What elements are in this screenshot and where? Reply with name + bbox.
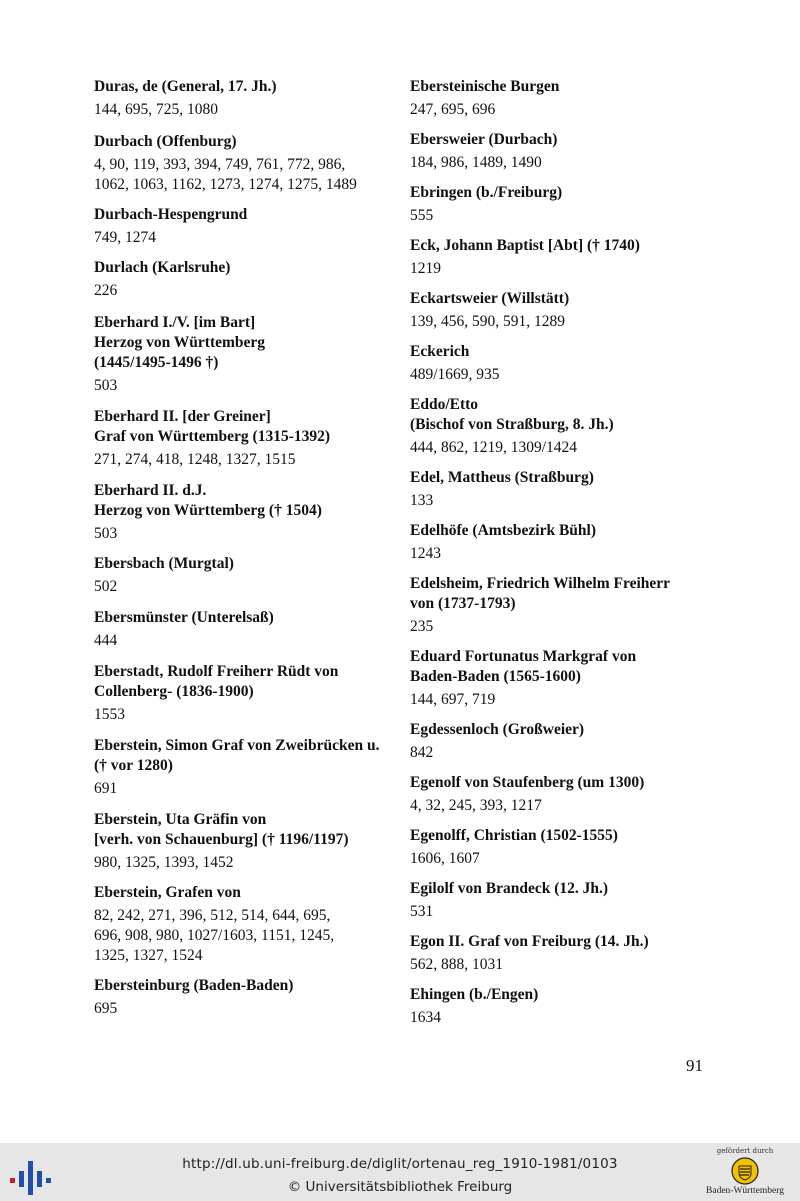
entry-references: 184, 986, 1489, 1490 (410, 154, 542, 171)
index-entry (94, 132, 394, 195)
entry-references: 842 (410, 744, 434, 761)
entry-references: 139, 456, 590, 591, 1289 (410, 313, 565, 330)
viewer-footer (0, 1143, 800, 1201)
copyright-notice: © Universitätsbibliothek Freiburg (287, 1179, 513, 1195)
index-entry (410, 183, 710, 226)
entry-references: 82, 242, 271, 396, 512, 514, 644, 695, 696, 908, 980, 1027/1603, 1151, 1245, 1325, 1327, 1524 (94, 907, 335, 964)
index-entry (94, 407, 394, 470)
entry-heading: Duras, de (General, 17. Jh.) (94, 78, 277, 95)
sponsor-caption: gefördert durch (716, 1147, 774, 1155)
entry-heading: Durlach (Karlsruhe) (94, 259, 231, 276)
index-column-right (410, 77, 710, 1028)
entry-references: 133 (410, 492, 434, 509)
index-entry (410, 647, 710, 710)
entry-references: 555 (410, 207, 434, 224)
entry-heading: Ebersbach (Murgtal) (94, 555, 234, 572)
entry-heading: Ebersteinische Burgen (410, 78, 560, 95)
index-entry (94, 810, 394, 873)
index-entry (94, 313, 394, 396)
entry-heading: Ebersteinburg (Baden-Baden) (94, 977, 294, 994)
index-entry (94, 205, 394, 248)
entry-heading: Eckerich (410, 343, 470, 360)
index-entry (410, 574, 710, 637)
index-entry (410, 932, 710, 975)
index-entry (94, 662, 394, 725)
entry-heading: Eberstein, Simon Graf von Zweibrücken u. († vor 1280) (94, 737, 380, 774)
entry-references: 502 (94, 578, 118, 595)
entry-references: 4, 90, 119, 393, 394, 749, 761, 772, 986, 1062, 1063, 1162, 1273, 1274, 1275, 1489 (94, 156, 357, 193)
index-entry (94, 554, 394, 597)
entry-references: 1219 (410, 260, 441, 277)
entry-heading: Eduard Fortunatus Markgraf von Baden-Baden (1565-1600) (410, 648, 637, 685)
entry-heading: Eckartsweier (Willstätt) (410, 290, 570, 307)
index-column-left (94, 77, 394, 1019)
entry-references: 531 (410, 903, 434, 920)
index-entry (94, 736, 394, 799)
entry-references: 247, 695, 696 (410, 101, 496, 118)
index-entry (410, 342, 710, 385)
entry-references: 235 (410, 618, 434, 635)
entry-heading: Eck, Johann Baptist [Abt] († 1740) (410, 237, 640, 254)
index-entry (410, 236, 710, 279)
entry-heading: Ebringen (b./Freiburg) (410, 184, 563, 201)
entry-references: 271, 274, 418, 1248, 1327, 1515 (94, 451, 296, 468)
entry-heading: Edel, Mattheus (Straßburg) (410, 469, 594, 486)
entry-heading: Egilolf von Brandeck (12. Jh.) (410, 880, 609, 897)
index-entry (410, 879, 710, 922)
index-entry (410, 289, 710, 332)
entry-heading: Egenolff, Christian (1502-1555) (410, 827, 618, 844)
entry-heading: Eberhard I./V. [im Bart] Herzog von Württemberg (1445/1495-1496 †) (94, 314, 266, 371)
index-entry (410, 720, 710, 763)
entry-references: 1243 (410, 545, 441, 562)
entry-heading: Durbach (Offenburg) (94, 133, 237, 150)
index-entry (410, 985, 710, 1028)
entry-references: 1634 (410, 1009, 441, 1026)
entry-references: 562, 888, 1031 (410, 956, 503, 973)
entry-references: 144, 697, 719 (410, 691, 496, 708)
entry-references: 1606, 1607 (410, 850, 480, 867)
entry-references: 226 (94, 282, 118, 299)
index-entry (94, 481, 394, 544)
entry-references: 144, 695, 725, 1080 (94, 101, 218, 118)
entry-heading: Ehingen (b./Engen) (410, 986, 539, 1003)
entry-heading: Eberstein, Uta Gräfin von [verh. von Schauenburg] († 1196/1197) (94, 811, 349, 848)
entry-references: 695 (94, 1000, 118, 1017)
entry-references: 444, 862, 1219, 1309/1424 (410, 439, 578, 456)
entry-heading: Eberstadt, Rudolf Freiherr Rüdt von Collenberg- (1836-1900) (94, 663, 339, 700)
sponsor-label: Baden-Württemberg (706, 1186, 784, 1196)
entry-heading: Durbach-Hespengrund (94, 206, 248, 223)
entry-heading: Eberhard II. d.J. Herzog von Württemberg († 1504) (94, 482, 322, 519)
entry-heading: Eddo/Etto (Bischof von Straßburg, 8. Jh.) (410, 396, 614, 433)
entry-references: 444 (94, 632, 118, 649)
entry-references: 503 (94, 525, 118, 542)
index-entry (410, 395, 710, 458)
index-entry (410, 773, 710, 816)
entry-references: 980, 1325, 1393, 1452 (94, 854, 234, 871)
index-entry (410, 826, 710, 869)
index-entry (94, 883, 394, 966)
entry-heading: Edelhöfe (Amtsbezirk Bühl) (410, 522, 596, 539)
index-entry (94, 608, 394, 651)
index-entry (94, 77, 394, 120)
entry-heading: Edelsheim, Friedrich Wilhelm Freiherr von (1737-1793) (410, 575, 671, 612)
entry-heading: Egon II. Graf von Freiburg (14. Jh.) (410, 933, 649, 950)
entry-heading: Ebersmünster (Unterelsaß) (94, 609, 274, 626)
sponsor-block (690, 1147, 800, 1201)
entry-heading: Ebersweier (Durbach) (410, 131, 558, 148)
entry-references: 1553 (94, 706, 125, 723)
entry-references: 4, 32, 245, 393, 1217 (410, 797, 542, 814)
entry-references: 691 (94, 780, 118, 797)
index-entry (94, 976, 394, 1019)
entry-references: 749, 1274 (94, 229, 156, 246)
index-entry (410, 77, 710, 120)
document-url[interactable]: http://dl.ub.uni-freiburg.de/diglit/ortenau_reg_1910-1981/0103 (182, 1156, 618, 1172)
index-entry (410, 521, 710, 564)
entry-heading: Egenolf von Staufenberg (um 1300) (410, 774, 645, 791)
entry-references: 503 (94, 377, 118, 394)
state-coat-of-arms-icon (731, 1157, 759, 1185)
index-entry (410, 130, 710, 173)
index-entry (94, 258, 394, 301)
page-number: 91 (686, 1056, 703, 1075)
entry-heading: Eberhard II. [der Greiner] Graf von Württemberg (1315-1392) (94, 408, 331, 445)
entry-heading: Eberstein, Grafen von (94, 884, 241, 901)
entry-heading: Egdessenloch (Großweier) (410, 721, 585, 738)
entry-references: 489/1669, 935 (410, 366, 500, 383)
index-entry (410, 468, 710, 511)
